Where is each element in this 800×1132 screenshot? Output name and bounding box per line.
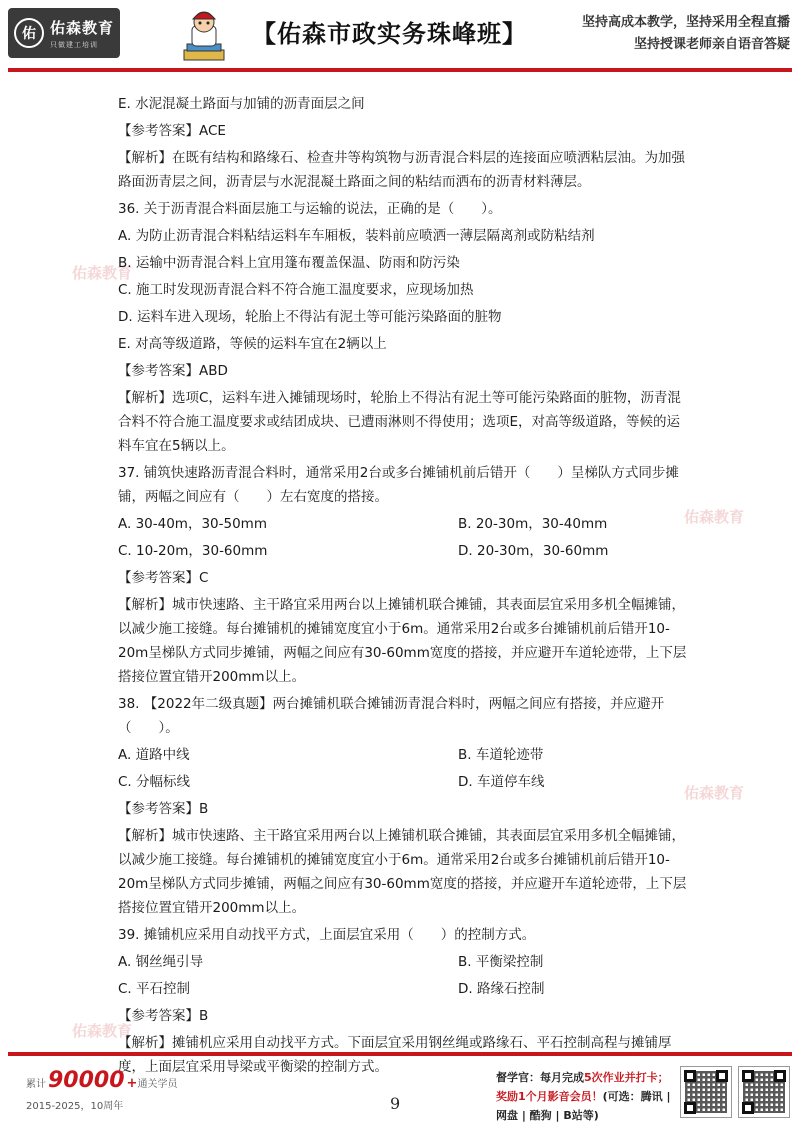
question-39-option-a: A. 钢丝绳引导 (118, 954, 204, 970)
students-count: 90000 (48, 1068, 125, 1093)
promo-text-1a: 督学官：每月完成 (496, 1071, 584, 1084)
cumulative-label: 累计 (26, 1079, 46, 1090)
logo-name: 佑森教育 (50, 18, 115, 37)
brand-logo (8, 8, 120, 58)
promo-text-2a: 奖励1个月影音会员！ (496, 1090, 603, 1103)
question-38-option-b: B. 车道轮迹带 (458, 747, 544, 763)
mascot-icon (178, 6, 230, 64)
question-36-option-a: A. 为防止沥青混合料粘结运料车车厢板，装料前应喷洒一薄层隔离剂或防粘结剂 (118, 228, 595, 244)
question-36-answer: 【参考答案】ABD (118, 363, 228, 379)
explanation: 【解析】在既有结构和路缘石、检查井等构筑物与沥青混合料层的连接面应喷洒粘层油。为加强路面沥青层之间，沥青层与水泥混凝土路面之间的粘结而洒布的沥青材料薄层。 (118, 150, 685, 190)
promo-text-3: 网盘 | 酷狗 | B站等) (496, 1109, 599, 1122)
logo-emblem-icon: 佑 (14, 18, 44, 48)
qr-code-icon (680, 1066, 732, 1118)
question-39-option-c: C. 平石控制 (118, 981, 191, 997)
promo-text-2b: (可选：腾讯 | (602, 1090, 671, 1103)
slogan-line-2: 坚持授课老师亲自语音答疑 (633, 37, 790, 52)
header-divider (8, 68, 792, 72)
question-36-stem: 36. 关于沥青混合料面层施工与运输的说法，正确的是（ ）。 (118, 201, 502, 217)
qr-code-icon (738, 1066, 790, 1118)
question-37-answer: 【参考答案】C (118, 570, 209, 586)
footer-divider (8, 1052, 792, 1056)
years-label: 2015-2025，10周年 (26, 1101, 124, 1112)
question-39-stem: 39. 摊铺机应采用自动找平方式，上面层宜采用（ ）的控制方式。 (118, 927, 536, 943)
question-38-option-a: A. 道路中线 (118, 747, 190, 763)
question-39-explanation: 【解析】摊铺机应采用自动找平方式。下面层宜采用钢丝绳或路缘石、平石控制高程与摊铺厚度，上面层宜采用导梁或平衡梁的控制方式。 (118, 1035, 672, 1075)
question-36-option-c: C. 施工时发现沥青混合料不符合施工温度要求，应现场加热 (118, 282, 474, 298)
watermark-left-2: 佑森教育 (72, 1022, 133, 1040)
question-36-explanation: 【解析】选项C，运料车进入摊铺现场时，轮胎上不得沾有泥土等可能污染路面的脏物，沥青混合料不符合施工温度要求或结团成块、已遭雨淋则不得使用；选项E，对高等级道路，等候的运料车宜在5辆以上。 (118, 390, 681, 454)
watermark-right-1: 佑森教育 (684, 508, 745, 526)
footer-stats (26, 1068, 177, 1112)
question-37-option-a: A. 30-40m，30-50mm (118, 516, 267, 532)
question-37-option-b: B. 20-30m，30-40mm (458, 516, 608, 532)
page-number: 9 (390, 1094, 401, 1113)
question-37-option-d: D. 20-30m，30-60mm (458, 543, 609, 559)
question-38-explanation: 【解析】城市快速路、主干路宜采用两台以上摊铺机联合摊铺，其表面层宜采用多机全幅摊铺，以减少施工接缝。每台摊铺机的摊铺宽度宜小于6m。通常采用2台或多台摊铺机前后错开10-20m呈梯队方式同步摊铺，两幅之间应有30-60mm宽度的搭接，并应避开车道轮迹带，上下层搭接位置宜错开200mm以上。 (118, 828, 687, 916)
page-header (0, 0, 800, 68)
option-e: E. 水泥混凝土路面与加铺的沥青面层之间 (118, 96, 365, 112)
question-38-answer: 【参考答案】B (118, 801, 209, 817)
document-body (118, 92, 690, 1082)
question-38-stem: 38. 【2022年二级真题】两台摊铺机联合摊铺沥青混合料时，两幅之间应有搭接，并应避开（ ）。 (118, 696, 665, 736)
page-title: 【佑森市政实务珠峰班】 (252, 20, 527, 48)
slogan-line-1: 坚持高成本教学，坚持采用全程直播 (581, 15, 790, 30)
answer: 【参考答案】ACE (118, 123, 226, 139)
question-38-option-c: C. 分幅标线 (118, 774, 191, 790)
plus-sign: + (126, 1076, 138, 1091)
question-38-option-d: D. 车道停车线 (458, 774, 545, 790)
question-39-option-d: D. 路缘石控制 (458, 981, 545, 997)
question-39-answer: 【参考答案】B (118, 1008, 209, 1024)
question-36-option-e: E. 对高等级道路，等候的运料车宜在2辆以上 (118, 336, 387, 352)
question-39-option-b: B. 平衡梁控制 (458, 954, 544, 970)
question-37-explanation: 【解析】城市快速路、主干路宜采用两台以上摊铺机联合摊铺，其表面层宜采用多机全幅摊铺，以减少施工接缝。每台摊铺机的摊铺宽度宜小于6m。通常采用2台或多台摊铺机前后错开10-20m呈梯队方式同步摊铺，两幅之间应有30-60mm宽度的搭接，并应避开车道轮迹带，上下层搭接位置宜错开200mm以上。 (118, 597, 687, 685)
question-37-option-c: C. 10-20m，30-60mm (118, 543, 268, 559)
watermark-left-1: 佑森教育 (72, 264, 133, 282)
question-37-stem: 37. 铺筑快速路沥青混合料时，通常采用2台或多台摊铺机前后错开（ ）呈梯队方式同步摊铺，两幅之间应有（ ）左右宽度的搭接。 (118, 465, 679, 505)
header-slogans (582, 12, 790, 56)
footer-promo (496, 1068, 671, 1125)
watermark-right-2: 佑森教育 (684, 784, 745, 802)
promo-text-1b: 5次作业并打卡； (584, 1071, 669, 1084)
logo-subtitle: 只做建工培训 (50, 40, 98, 49)
question-36-option-b: B. 运输中沥青混合料上宜用篷布覆盖保温、防雨和防污染 (118, 255, 460, 271)
pass-label: 通关学员 (137, 1079, 178, 1090)
question-36-option-d: D. 运料车进入现场，轮胎上不得沾有泥土等可能污染路面的脏物 (118, 309, 502, 325)
